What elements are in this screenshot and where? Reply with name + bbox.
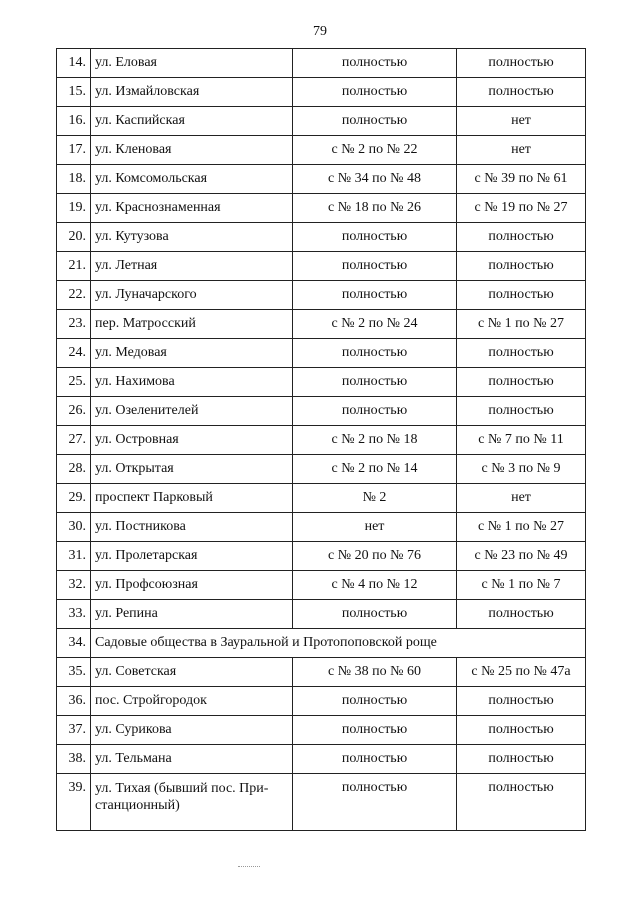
street-name: ул. Открытая <box>91 455 293 484</box>
table-row <box>57 339 586 368</box>
table-row <box>57 78 586 107</box>
street-name: ул. Нахимова <box>91 368 293 397</box>
table-row <box>57 49 586 78</box>
street-name: ул. Островная <box>91 426 293 455</box>
odd-side-range: полностью <box>457 397 586 426</box>
street-name: ул. Сурикова <box>91 716 293 745</box>
street-name: ул. Измайловская <box>91 78 293 107</box>
row-number: 14. <box>57 49 91 78</box>
odd-side-range: с № 1 по № 27 <box>457 513 586 542</box>
table-row <box>57 716 586 745</box>
table-row <box>57 426 586 455</box>
odd-side-range: полностью <box>457 49 586 78</box>
even-side-range: с № 2 по № 22 <box>293 136 457 165</box>
row-number: 29. <box>57 484 91 513</box>
table-row <box>57 629 586 658</box>
even-side-range: с № 20 по № 76 <box>293 542 457 571</box>
odd-side-range: с № 39 по № 61 <box>457 165 586 194</box>
odd-side-range: полностью <box>457 600 586 629</box>
table-row <box>57 455 586 484</box>
row-number: 37. <box>57 716 91 745</box>
street-name: ул. Летная <box>91 252 293 281</box>
even-side-range: полностью <box>293 774 457 831</box>
table-row <box>57 774 586 831</box>
street-name: ул. Озеленителей <box>91 397 293 426</box>
row-number: 23. <box>57 310 91 339</box>
streets-table-body <box>57 49 586 831</box>
even-side-range: с № 18 по № 26 <box>293 194 457 223</box>
table-row <box>57 136 586 165</box>
odd-side-range: нет <box>457 484 586 513</box>
odd-side-range: с № 1 по № 7 <box>457 571 586 600</box>
row-number: 21. <box>57 252 91 281</box>
even-side-range: полностью <box>293 745 457 774</box>
row-number: 38. <box>57 745 91 774</box>
footer-mark <box>238 866 260 868</box>
street-name: ул. Краснознаменная <box>91 194 293 223</box>
row-number: 32. <box>57 571 91 600</box>
even-side-range: полностью <box>293 281 457 310</box>
row-number: 16. <box>57 107 91 136</box>
row-number: 35. <box>57 658 91 687</box>
even-side-range: с № 2 по № 24 <box>293 310 457 339</box>
table-row <box>57 600 586 629</box>
street-name: ул. Медовая <box>91 339 293 368</box>
odd-side-range: полностью <box>457 78 586 107</box>
row-number: 34. <box>57 629 91 658</box>
street-name: ул. Луначарского <box>91 281 293 310</box>
street-name: пос. Стройгородок <box>91 687 293 716</box>
table-row <box>57 513 586 542</box>
odd-side-range: с № 19 по № 27 <box>457 194 586 223</box>
street-name: ул. Тельмана <box>91 745 293 774</box>
table-row <box>57 658 586 687</box>
row-number: 24. <box>57 339 91 368</box>
even-side-range: полностью <box>293 600 457 629</box>
table-row <box>57 542 586 571</box>
table-row <box>57 310 586 339</box>
odd-side-range: полностью <box>457 252 586 281</box>
row-number: 31. <box>57 542 91 571</box>
odd-side-range: с № 3 по № 9 <box>457 455 586 484</box>
table-row <box>57 687 586 716</box>
table-row <box>57 252 586 281</box>
street-name: ул. Пролетарская <box>91 542 293 571</box>
even-side-range: полностью <box>293 716 457 745</box>
streets-table <box>56 48 586 831</box>
street-name: ул. Комсомольская <box>91 165 293 194</box>
odd-side-range: полностью <box>457 687 586 716</box>
even-side-range: полностью <box>293 687 457 716</box>
street-name: пер. Матросский <box>91 310 293 339</box>
odd-side-range: полностью <box>457 223 586 252</box>
row-number: 17. <box>57 136 91 165</box>
odd-side-range: с № 25 по № 47а <box>457 658 586 687</box>
street-name: ул. Кленовая <box>91 136 293 165</box>
even-side-range: с № 2 по № 18 <box>293 426 457 455</box>
even-side-range: полностью <box>293 397 457 426</box>
row-number: 36. <box>57 687 91 716</box>
even-side-range: полностью <box>293 339 457 368</box>
even-side-range: с № 4 по № 12 <box>293 571 457 600</box>
odd-side-range: нет <box>457 136 586 165</box>
even-side-range: с № 2 по № 14 <box>293 455 457 484</box>
even-side-range: полностью <box>293 78 457 107</box>
row-number: 15. <box>57 78 91 107</box>
even-side-range: с № 38 по № 60 <box>293 658 457 687</box>
street-name: Садовые общества в Зауральной и Протопоповской роще <box>91 629 586 658</box>
odd-side-range: с № 7 по № 11 <box>457 426 586 455</box>
even-side-range: полностью <box>293 223 457 252</box>
even-side-range: полностью <box>293 252 457 281</box>
table-row <box>57 745 586 774</box>
street-name: ул. Тихая (бывший пос. При- станционный) <box>91 774 293 831</box>
street-name: ул. Каспийская <box>91 107 293 136</box>
street-name: ул. Кутузова <box>91 223 293 252</box>
odd-side-range: полностью <box>457 368 586 397</box>
row-number: 22. <box>57 281 91 310</box>
odd-side-range: полностью <box>457 716 586 745</box>
even-side-range: полностью <box>293 49 457 78</box>
row-number: 25. <box>57 368 91 397</box>
odd-side-range: с № 23 по № 49 <box>457 542 586 571</box>
street-name: ул. Постникова <box>91 513 293 542</box>
row-number: 20. <box>57 223 91 252</box>
table-row <box>57 397 586 426</box>
odd-side-range: полностью <box>457 281 586 310</box>
table-row <box>57 571 586 600</box>
odd-side-range: полностью <box>457 774 586 831</box>
table-row <box>57 368 586 397</box>
street-name: ул. Еловая <box>91 49 293 78</box>
row-number: 39. <box>57 774 91 831</box>
even-side-range: № 2 <box>293 484 457 513</box>
table-row <box>57 194 586 223</box>
odd-side-range: полностью <box>457 745 586 774</box>
table-row <box>57 281 586 310</box>
odd-side-range: с № 1 по № 27 <box>457 310 586 339</box>
odd-side-range: нет <box>457 107 586 136</box>
even-side-range: нет <box>293 513 457 542</box>
row-number: 27. <box>57 426 91 455</box>
even-side-range: с № 34 по № 48 <box>293 165 457 194</box>
row-number: 30. <box>57 513 91 542</box>
row-number: 28. <box>57 455 91 484</box>
table-row <box>57 165 586 194</box>
row-number: 33. <box>57 600 91 629</box>
page-number: 79 <box>313 24 327 39</box>
even-side-range: полностью <box>293 368 457 397</box>
row-number: 19. <box>57 194 91 223</box>
row-number: 18. <box>57 165 91 194</box>
table-row <box>57 484 586 513</box>
street-name: ул. Репина <box>91 600 293 629</box>
even-side-range: полностью <box>293 107 457 136</box>
street-name: проспект Парковый <box>91 484 293 513</box>
table-row <box>57 107 586 136</box>
street-name: ул. Советская <box>91 658 293 687</box>
row-number: 26. <box>57 397 91 426</box>
table-row <box>57 223 586 252</box>
street-name: ул. Профсоюзная <box>91 571 293 600</box>
odd-side-range: полностью <box>457 339 586 368</box>
